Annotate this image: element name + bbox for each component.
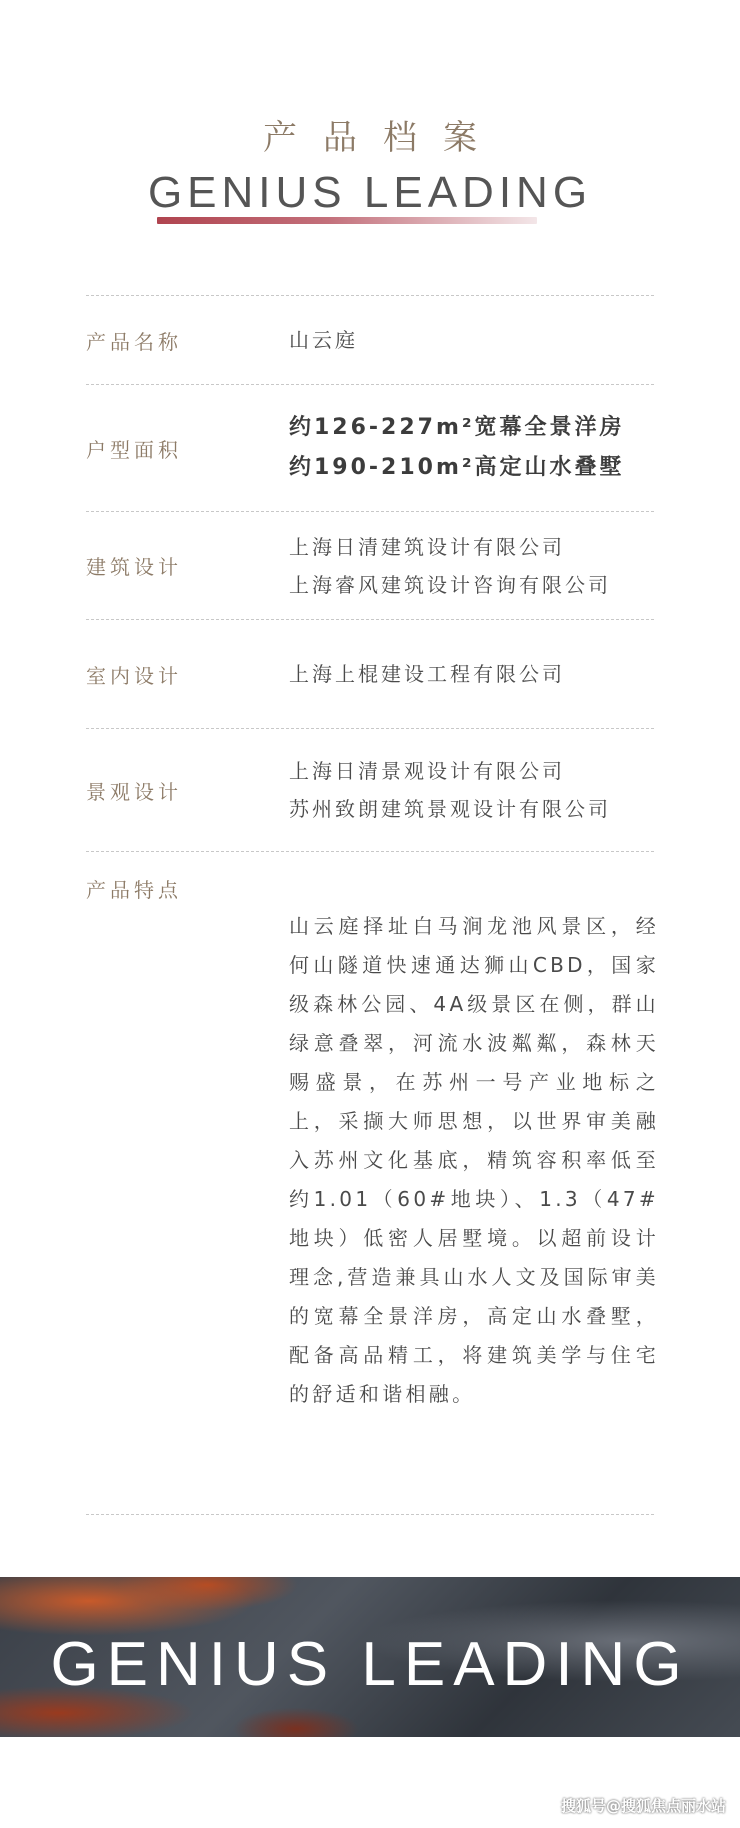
row-value-line: 上海睿风建筑设计咨询有限公司: [289, 572, 611, 597]
page-title-cn: 产品档案: [263, 118, 503, 158]
row-value-line: 约126-227m²宽幕全景洋房: [289, 415, 625, 440]
row-value-line: 约190-210m²高定山水叠墅: [289, 455, 625, 480]
row-label: 景观设计: [86, 779, 182, 804]
row-interior-design: [86, 620, 654, 728]
row-product-name: [86, 296, 654, 384]
row-value-line: 苏州致朗建筑景观设计有限公司: [289, 797, 611, 821]
divider: [86, 1514, 654, 1515]
row-label: 产品特点: [86, 878, 182, 902]
product-profile-table: [86, 295, 659, 1515]
row-label: 户型面积: [86, 437, 182, 462]
row-label: 室内设计: [86, 663, 182, 688]
row-value: 上海上棍建设工程有限公司: [289, 662, 565, 686]
row-label: 产品名称: [86, 329, 182, 354]
row-value-line: 上海日清景观设计有限公司: [289, 759, 565, 783]
row-value: 山云庭: [289, 328, 358, 352]
title-underline-bar: [157, 217, 537, 224]
row-unit-area: [86, 385, 654, 511]
mountain-banner-image: [0, 1577, 740, 1737]
row-architecture-design: [86, 512, 654, 619]
page-title-en: GENIUS LEADING: [147, 168, 593, 217]
features-paragraph: 山云庭择址白马涧龙池风景区，经何山隧道快速通达狮山CBD，国家级森林公园、4A级景区在侧，群山绿意叠翠，河流水波粼粼，森林天赐盛景，在苏州一号产业地标之上，采撷大师思想，以世界审美融入苏州文化基底，精筑容积率低至约1.01（60#地块）、1.3（47#地块）低密人居墅境。以超前设计理念,营造兼具山水人文及国际审美的宽幕全景洋房，高定山水叠墅，配备高品精工，将建筑美学与住宅的舒适和谐相融。: [289, 914, 659, 1406]
watermark: 搜狐号@搜狐焦点丽水站: [560, 1797, 726, 1815]
row-value-line: 上海日清建筑设计有限公司: [289, 534, 565, 559]
banner-title: GENIUS LEADING: [50, 1630, 690, 1699]
row-label: 建筑设计: [86, 555, 182, 579]
row-landscape-design: [86, 729, 654, 851]
row-product-features: [86, 852, 659, 1514]
